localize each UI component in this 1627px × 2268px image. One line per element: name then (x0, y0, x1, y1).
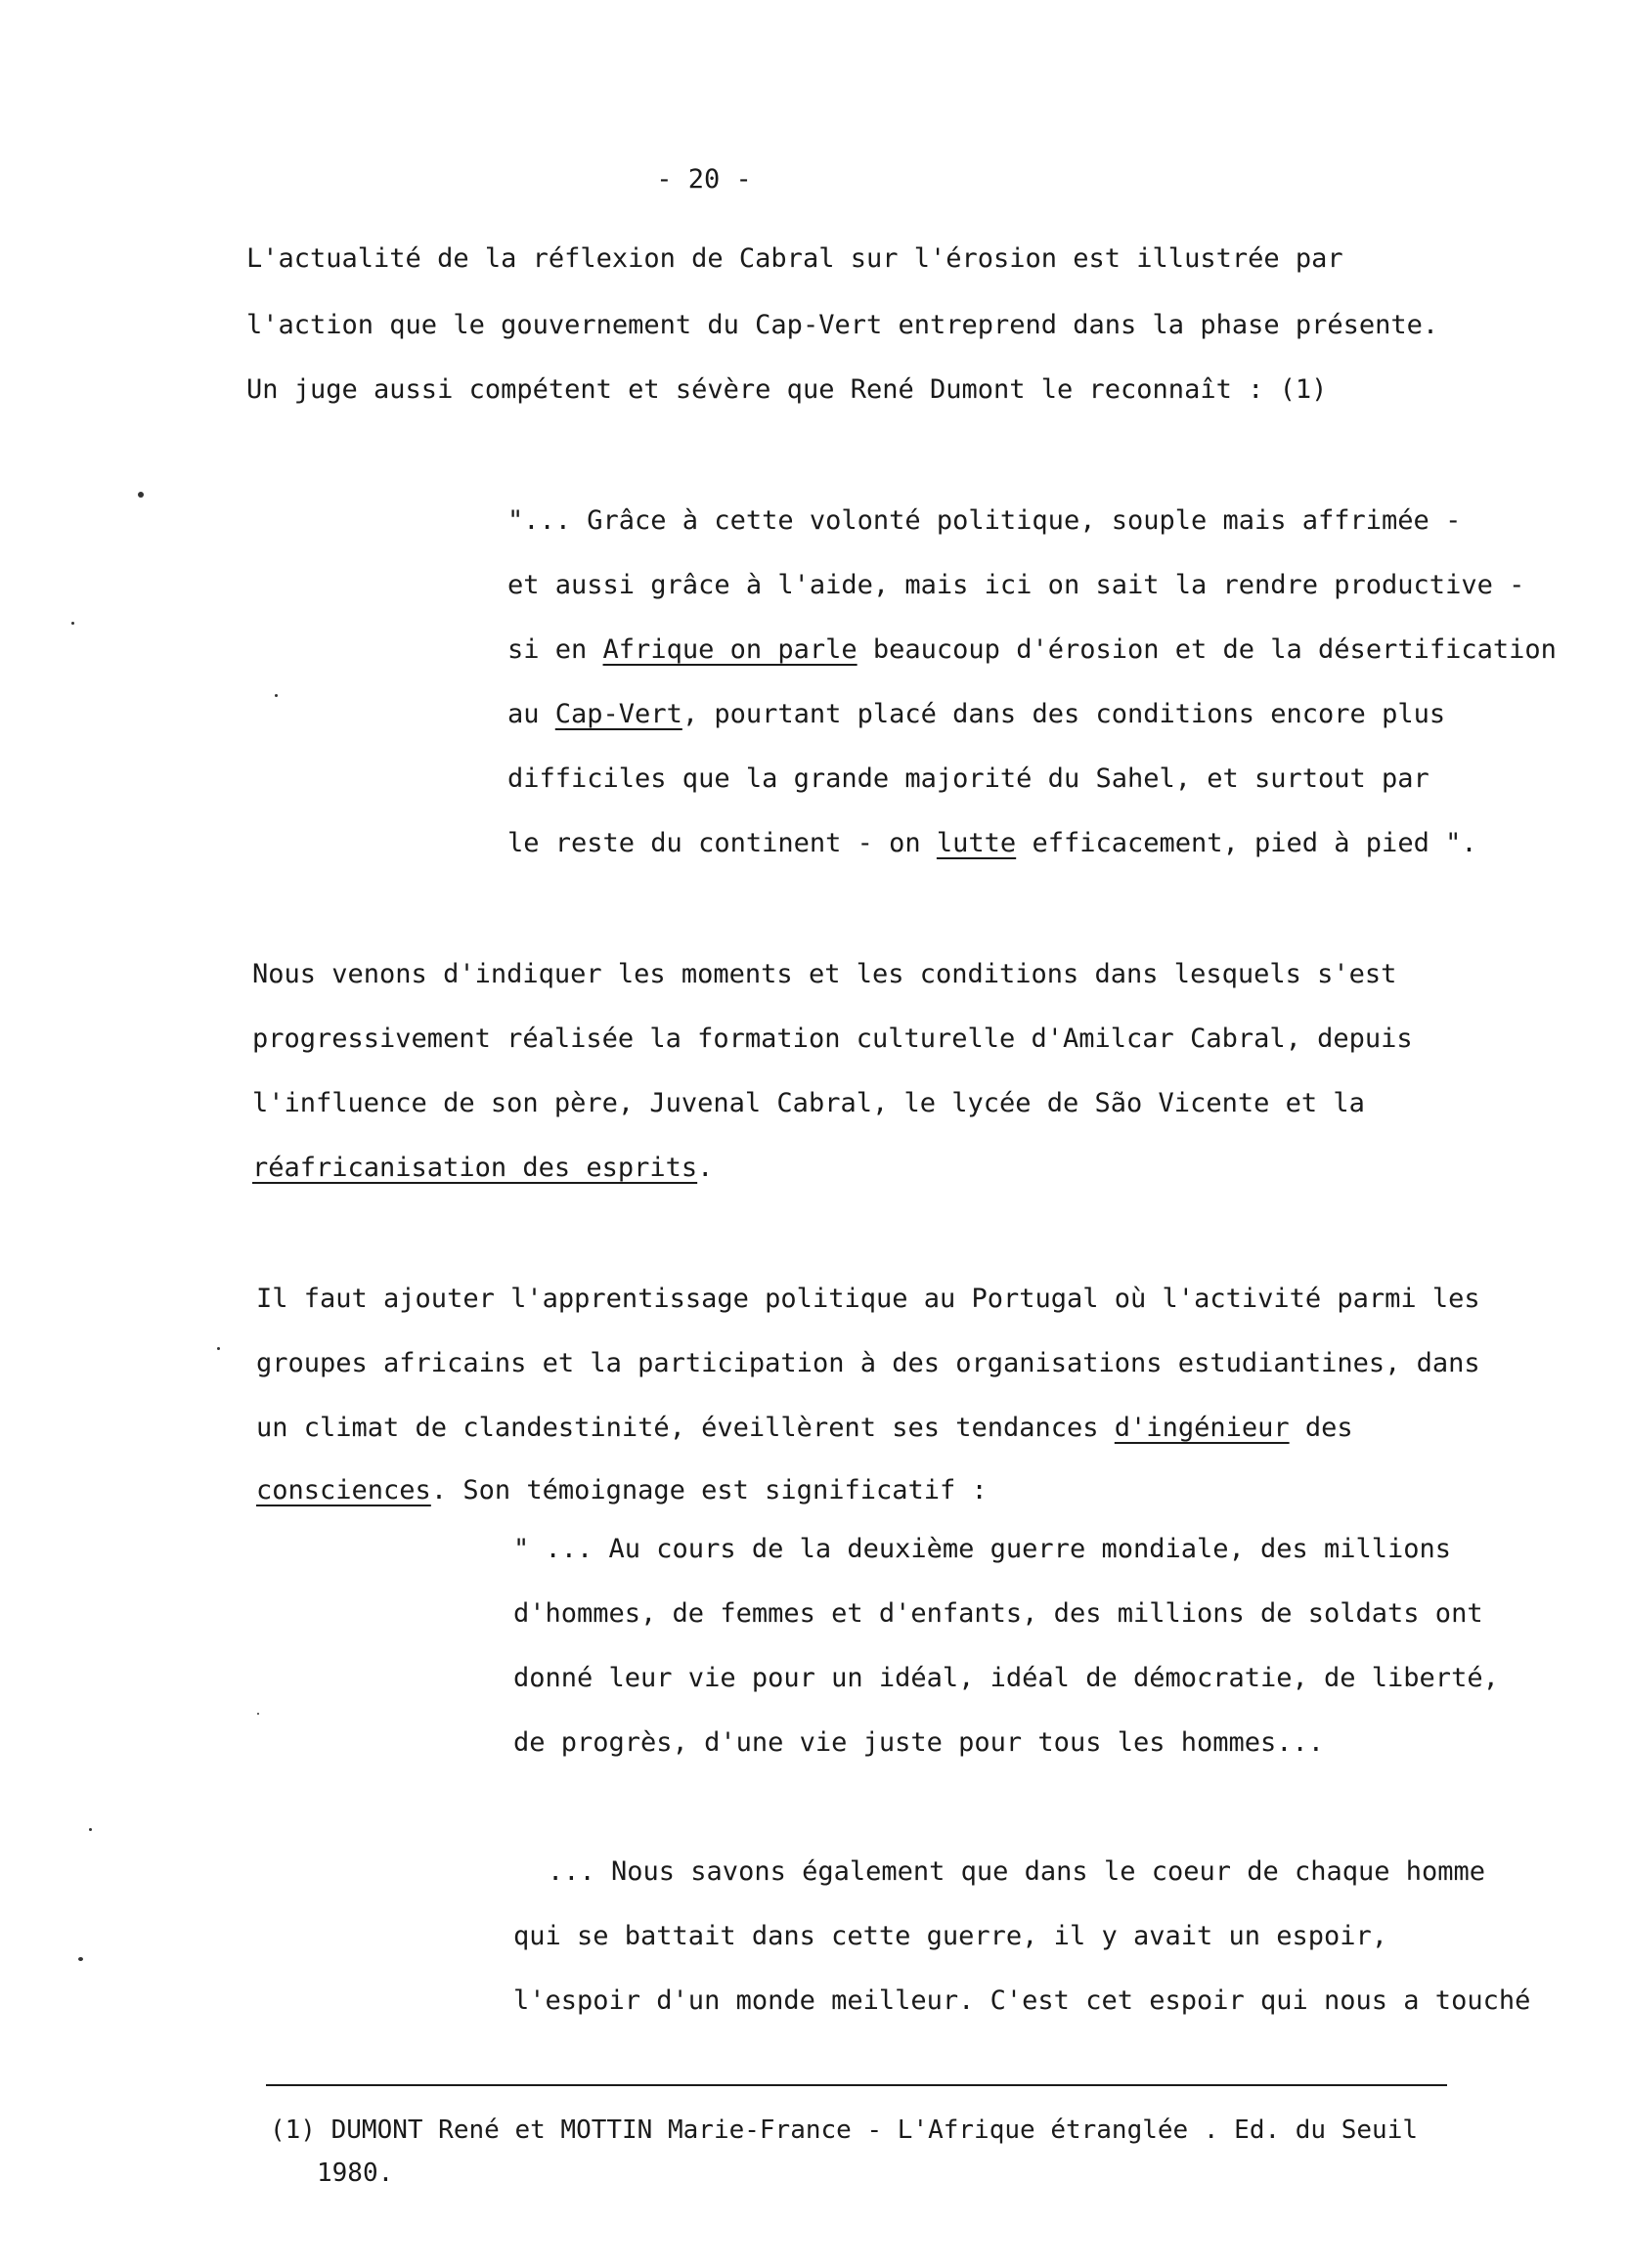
scan-speck (217, 1347, 220, 1350)
paragraph-1-line-1: L'actualité de la réflexion de Cabral sur l'érosion est illustrée par (246, 243, 1343, 274)
quote-1-line-1: "... Grâce à cette volonté politique, souple mais affrimée - (507, 505, 1462, 536)
underlined-phrase: Afrique on parle (602, 634, 857, 665)
paragraph-1-line-2: l'action que le gouvernement du Cap-Vert entreprend dans la phase présente. (246, 310, 1439, 340)
scan-speck (138, 492, 144, 498)
paragraph-3-line-2: groupes africains et la participation à des organisations estudiantines, dans (256, 1348, 1480, 1378)
paragraph-3-line-3: un climat de clandestinité, éveillèrent ses tendances d'ingénieur des (256, 1413, 1353, 1443)
page-number: - 20 - (656, 164, 752, 195)
quote-1-line-5: difficiles que la grande majorité du Sahel, et surtout par (507, 763, 1429, 794)
underlined-phrase: Cap-Vert (554, 699, 682, 729)
underlined-phrase: réafricanisation des esprits (252, 1153, 698, 1183)
scan-speck (257, 1713, 259, 1715)
quote-1-line-6: le reste du continent - on lutte efficacement, pied à pied ". (507, 828, 1477, 858)
quote-2-line-1: " ... Au cours de la deuxième guerre mondiale, des millions (513, 1534, 1452, 1564)
underlined-word: lutte (936, 828, 1017, 858)
paragraph-1-line-3: Un juge aussi compétent et sévère que René Dumont le reconnaît : (1) (246, 374, 1328, 405)
footnote-line-1: (1) DUMONT René et MOTTIN Marie-France - L'Afrique étranglée . Ed. du Seuil (270, 2115, 1418, 2145)
quote-3-line-3: l'espoir d'un monde meilleur. C'est cet espoir qui nous a touché (513, 1985, 1531, 2016)
paragraph-3-line-1: Il faut ajouter l'apprentissage politique au Portugal où l'activité parmi les (256, 1284, 1480, 1314)
quote-1-line-4: au Cap-Vert, pourtant placé dans des conditions encore plus (507, 699, 1446, 729)
quote-3-line-2: qui se battait dans cette guerre, il y avait un espoir, (513, 1921, 1388, 1951)
quote-3-line-1: ... Nous savons également que dans le coeur de chaque homme (548, 1856, 1486, 1887)
quote-2-line-2: d'hommes, de femmes et d'enfants, des millions de soldats ont (513, 1598, 1483, 1629)
quote-2-line-3: donné leur vie pour un idéal, idéal de démocratie, de liberté, (513, 1663, 1499, 1693)
quote-1-line-2: et aussi grâce à l'aide, mais ici on sait la rendre productive - (507, 570, 1525, 600)
scan-speck (89, 1828, 92, 1831)
footnote-separator (266, 2084, 1447, 2086)
paragraph-2-line-4: réafricanisation des esprits. (252, 1153, 714, 1183)
underlined-word: consciences (256, 1475, 431, 1505)
paragraph-2-line-1: Nous venons d'indiquer les moments et les conditions dans lesquels s'est (252, 959, 1397, 989)
underlined-word: d'ingénieur (1114, 1413, 1290, 1443)
quote-2-line-4: de progrès, d'une vie juste pour tous les hommes... (513, 1727, 1325, 1758)
paragraph-2-line-2: progressivement réalisée la formation culturelle d'Amilcar Cabral, depuis (252, 1024, 1413, 1054)
footnote-line-2: 1980. (317, 2159, 394, 2188)
scan-speck (78, 1957, 83, 1961)
paragraph-3-line-4: consciences. Son témoignage est significatif : (256, 1475, 988, 1505)
paragraph-2-line-3: l'influence de son père, Juvenal Cabral, le lycée de São Vicente et la (252, 1088, 1365, 1118)
scan-speck (275, 694, 278, 697)
quote-1-line-3: si en Afrique on parle beaucoup d'érosion et de la désertification (507, 634, 1557, 665)
scan-speck (71, 622, 74, 625)
